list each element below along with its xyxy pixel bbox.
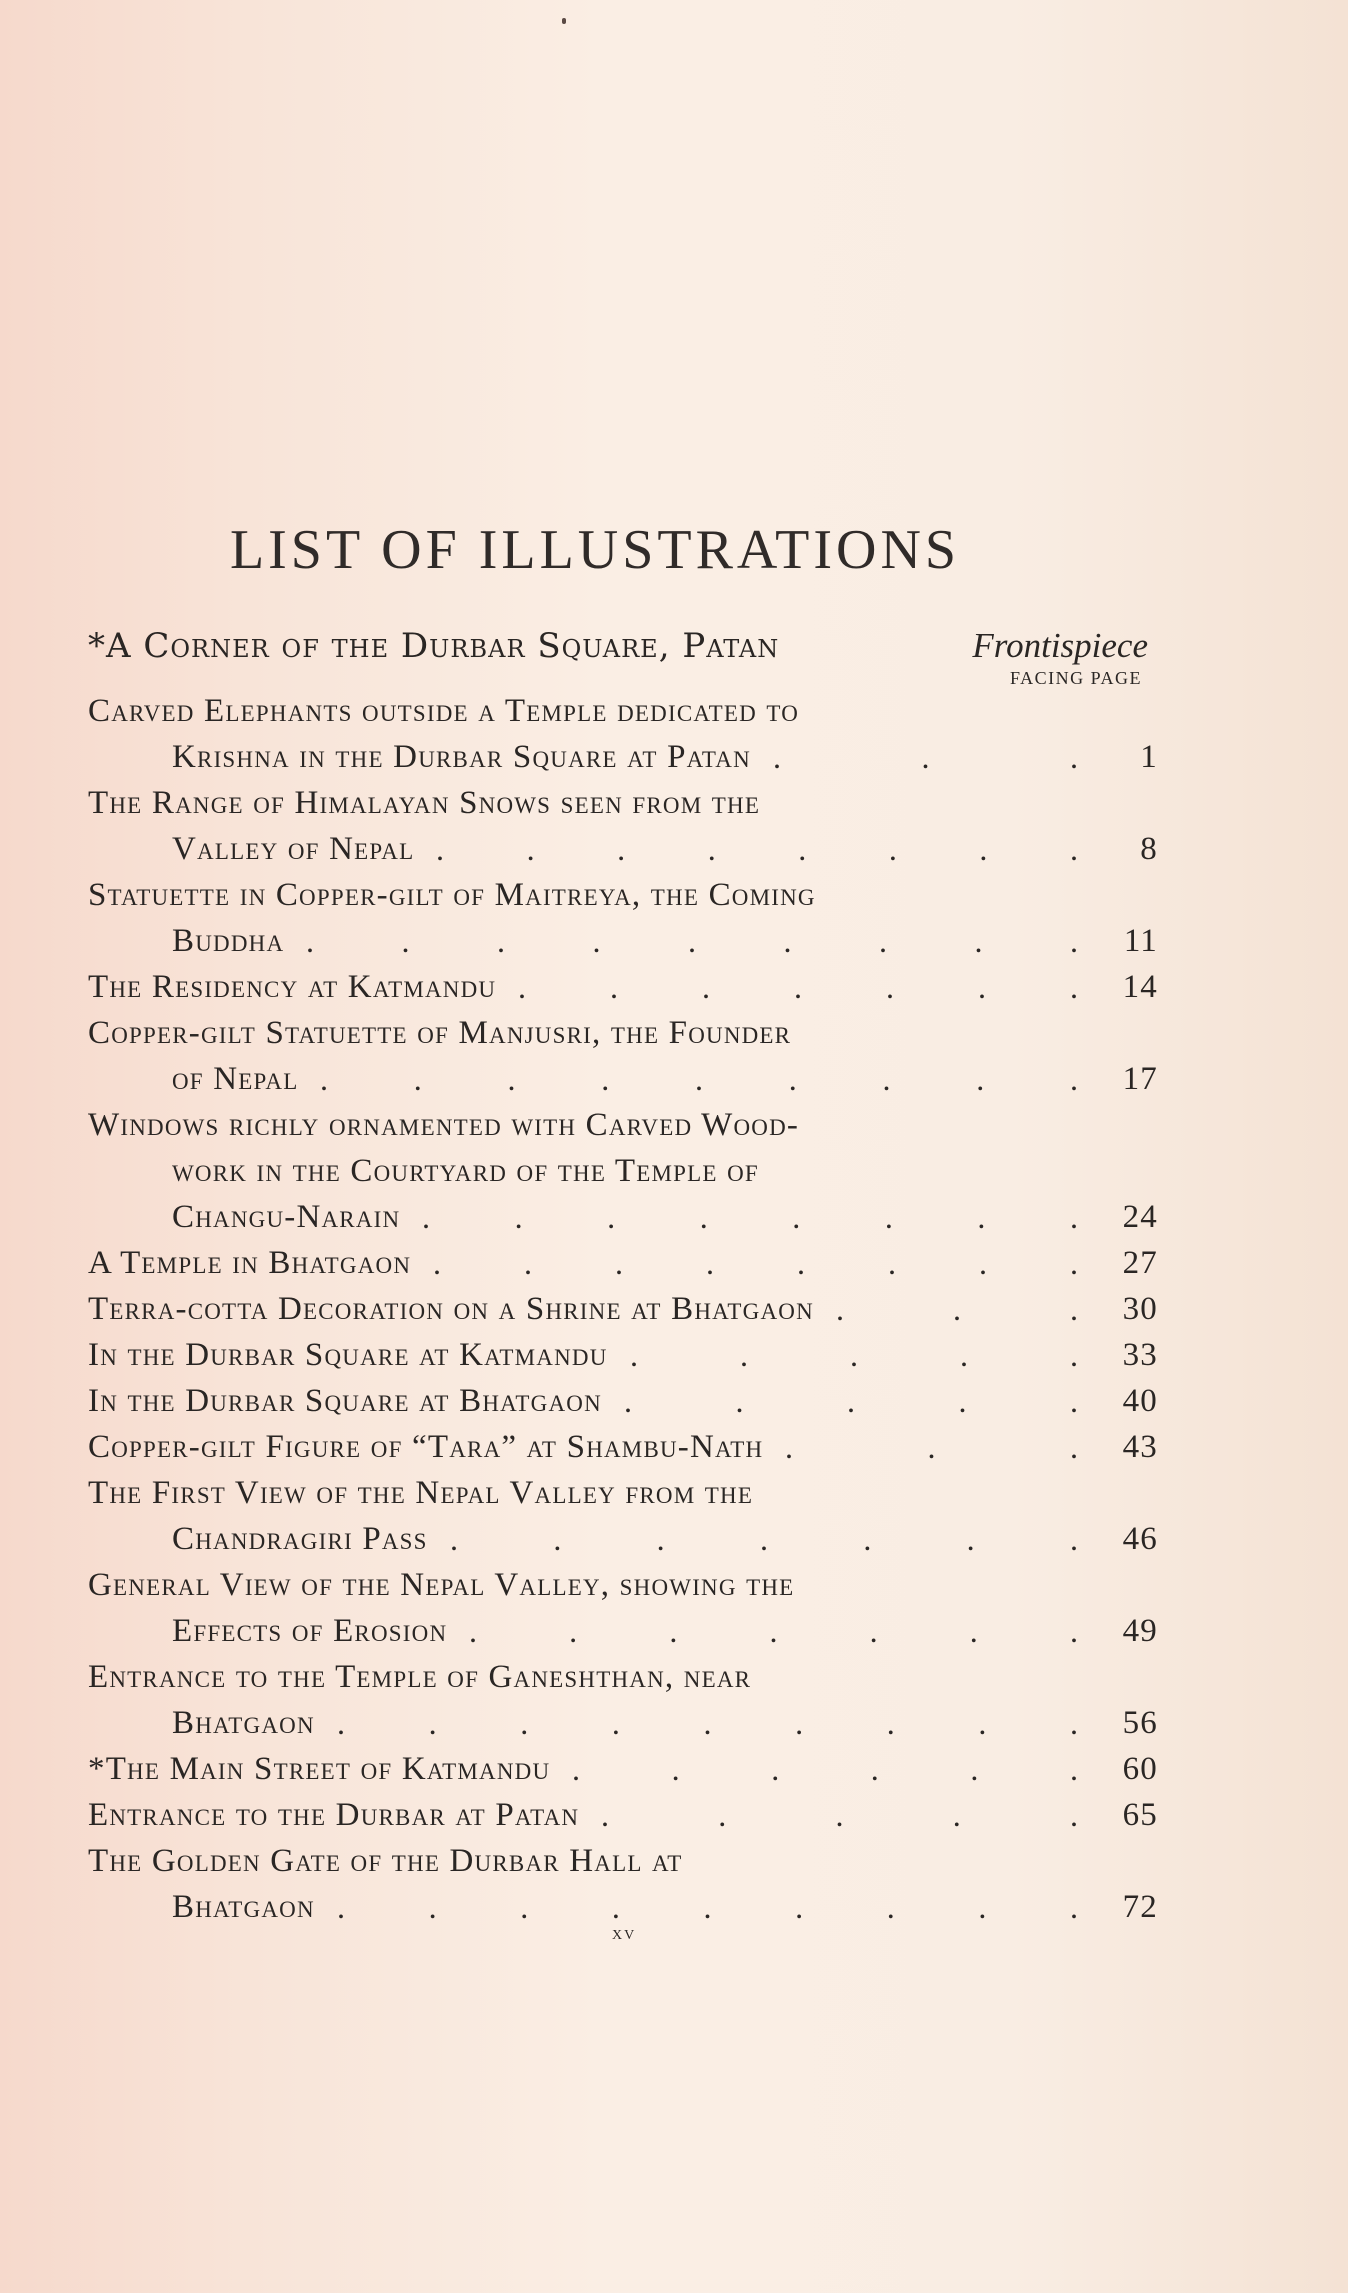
entry-line	[88, 688, 1158, 734]
illustration-entry	[88, 688, 1158, 780]
entry-line	[88, 1838, 1158, 1884]
entry-page-number: 11	[1123, 923, 1158, 959]
illustration-entry	[88, 1240, 1158, 1286]
page-title: LIST OF ILLUSTRATIONS	[229, 519, 961, 581]
leader-dots: . . .	[785, 1429, 1078, 1465]
entry-page-number: 60	[1122, 1751, 1158, 1787]
entry-line	[88, 918, 1158, 964]
entry-page-number: 14	[1122, 969, 1158, 1005]
entry-page-number: 1	[1140, 739, 1158, 775]
entry-caption: In the Durbar Square at Katmandu	[88, 1337, 608, 1373]
entry-caption: The Golden Gate of the Durbar Hall at	[88, 1843, 683, 1879]
entry-caption: Carved Elephants outside a Temple dedicated to	[88, 693, 800, 729]
leader-dots: . . .	[773, 739, 1078, 775]
entry-page-number: 30	[1122, 1291, 1158, 1327]
leader-dots: . . .	[836, 1291, 1078, 1327]
entry-page-number: 49	[1122, 1613, 1158, 1649]
entry-caption: Changu-Narain	[172, 1199, 401, 1235]
entry-caption: Entrance to the Durbar at Patan	[88, 1797, 580, 1833]
entry-line	[88, 1148, 1158, 1194]
illustration-entry	[88, 1654, 1158, 1746]
entry-page-number: 40	[1122, 1383, 1158, 1419]
entry-caption: *The Main Street of Katmandu	[88, 1751, 551, 1787]
leader-dots: . . . . . . . . .	[337, 1889, 1078, 1925]
leader-dots: . . . . . . . . .	[337, 1705, 1078, 1741]
illustrations-list	[88, 688, 1158, 1930]
leader-dots: . . . . .	[624, 1383, 1078, 1419]
entry-line	[88, 1102, 1158, 1148]
entry-line	[88, 1378, 1158, 1424]
entry-line	[88, 1056, 1158, 1102]
entry-line	[88, 1010, 1158, 1056]
entry-line	[88, 1746, 1158, 1792]
illustration-entry	[88, 1010, 1158, 1102]
illustration-entry	[88, 1838, 1158, 1930]
entry-line	[88, 1700, 1158, 1746]
entry-line	[88, 1194, 1158, 1240]
entry-page-number: 65	[1122, 1797, 1158, 1833]
entry-caption: Bhatgaon	[172, 1889, 315, 1925]
entry-caption: Valley of Nepal	[172, 831, 415, 867]
entry-page-number: 33	[1122, 1337, 1158, 1373]
illustration-entry	[88, 1746, 1158, 1792]
entry-caption: In the Durbar Square at Bhatgaon	[88, 1383, 602, 1419]
frontispiece-entry	[88, 626, 1148, 666]
illustration-entry	[88, 1792, 1158, 1838]
entry-line	[88, 1792, 1158, 1838]
entry-caption: Windows richly ornamented with Carved Wood-	[88, 1107, 800, 1143]
illustration-entry	[88, 1470, 1158, 1562]
entry-caption: The First View of the Nepal Valley from the	[88, 1475, 754, 1511]
entry-caption: Chandragiri Pass	[172, 1521, 428, 1557]
illustration-entry	[88, 780, 1158, 872]
leader-dots: . . . . . . . .	[422, 1199, 1078, 1235]
entry-caption: Effects of Erosion	[172, 1613, 448, 1649]
leader-dots: . . . . . . . . .	[320, 1061, 1078, 1097]
leader-dots: . . . . . . .	[469, 1613, 1078, 1649]
leader-dots: . . . . . . . . .	[306, 923, 1078, 959]
entry-caption: General View of the Nepal Valley, showing the	[88, 1567, 795, 1603]
entry-page-number: 43	[1122, 1429, 1158, 1465]
entry-caption: Terra-cotta Decoration on a Shrine at Bhatgaon	[88, 1291, 814, 1327]
page-folio: xv	[612, 1922, 637, 1944]
entry-caption: Copper-gilt Statuette of Manjusri, the Founder	[88, 1015, 792, 1051]
entry-caption: A Temple in Bhatgaon	[88, 1245, 412, 1281]
entry-line	[88, 1424, 1158, 1470]
entry-line	[88, 1470, 1158, 1516]
illustration-entry	[88, 872, 1158, 964]
entry-line	[88, 872, 1158, 918]
entry-line	[88, 1332, 1158, 1378]
entry-caption: Entrance to the Temple of Ganeshthan, near	[88, 1659, 752, 1695]
entry-line	[88, 1240, 1158, 1286]
leader-dots: . . . . . . . .	[433, 1245, 1078, 1281]
illustration-entry	[88, 1102, 1158, 1240]
entry-page-number: 27	[1122, 1245, 1158, 1281]
paper-speck	[562, 18, 566, 24]
facing-page-header: FACING PAGE	[1009, 668, 1142, 688]
leader-dots: . . . . . . .	[518, 969, 1078, 1005]
illustration-entry	[88, 1378, 1158, 1424]
entry-caption: work in the Courtyard of the Temple of	[172, 1153, 759, 1189]
entry-caption: of Nepal	[172, 1061, 299, 1097]
illustration-entry	[88, 1286, 1158, 1332]
leader-dots: . . . . .	[630, 1337, 1078, 1373]
leader-dots: . . . . . .	[572, 1751, 1078, 1787]
illustration-entry	[88, 1562, 1158, 1654]
entry-page-number: 56	[1122, 1705, 1158, 1741]
entry-caption: Statuette in Copper-gilt of Maitreya, the Coming	[88, 877, 816, 913]
entry-line	[88, 1654, 1158, 1700]
illustration-entry	[88, 964, 1158, 1010]
entry-caption: Buddha	[172, 923, 285, 959]
entry-page-number: 17	[1122, 1061, 1158, 1097]
frontispiece-label: Frontispiece	[972, 626, 1148, 665]
entry-line	[88, 780, 1158, 826]
entry-page-number: 24	[1122, 1199, 1158, 1235]
entry-caption: Krishna in the Durbar Square at Patan	[172, 739, 751, 775]
entry-line	[88, 734, 1158, 780]
entry-line	[88, 1516, 1158, 1562]
leader-dots: . . . . .	[601, 1797, 1078, 1833]
entry-page-number: 8	[1140, 831, 1158, 867]
entry-line	[88, 964, 1158, 1010]
entry-caption: The Range of Himalayan Snows seen from the	[88, 785, 761, 821]
illustration-entry	[88, 1332, 1158, 1378]
entry-page-number: 46	[1122, 1521, 1158, 1557]
entry-caption: The Residency at Katmandu	[88, 969, 497, 1005]
entry-line	[88, 1562, 1158, 1608]
leader-dots: . . . . . . .	[450, 1521, 1078, 1557]
illustration-entry	[88, 1424, 1158, 1470]
frontispiece-marker: *	[88, 626, 106, 666]
entry-caption: Bhatgaon	[172, 1705, 315, 1741]
entry-line	[88, 1608, 1158, 1654]
entry-caption: Copper-gilt Figure of “Tara” at Shambu-Nath	[88, 1429, 764, 1465]
leader-dots: . . . . . . . .	[436, 831, 1078, 867]
entry-line	[88, 826, 1158, 872]
entry-page-number: 72	[1122, 1889, 1158, 1925]
frontispiece-caption: A Corner of the Durbar Square, Patan	[106, 626, 780, 666]
entry-line	[88, 1286, 1158, 1332]
